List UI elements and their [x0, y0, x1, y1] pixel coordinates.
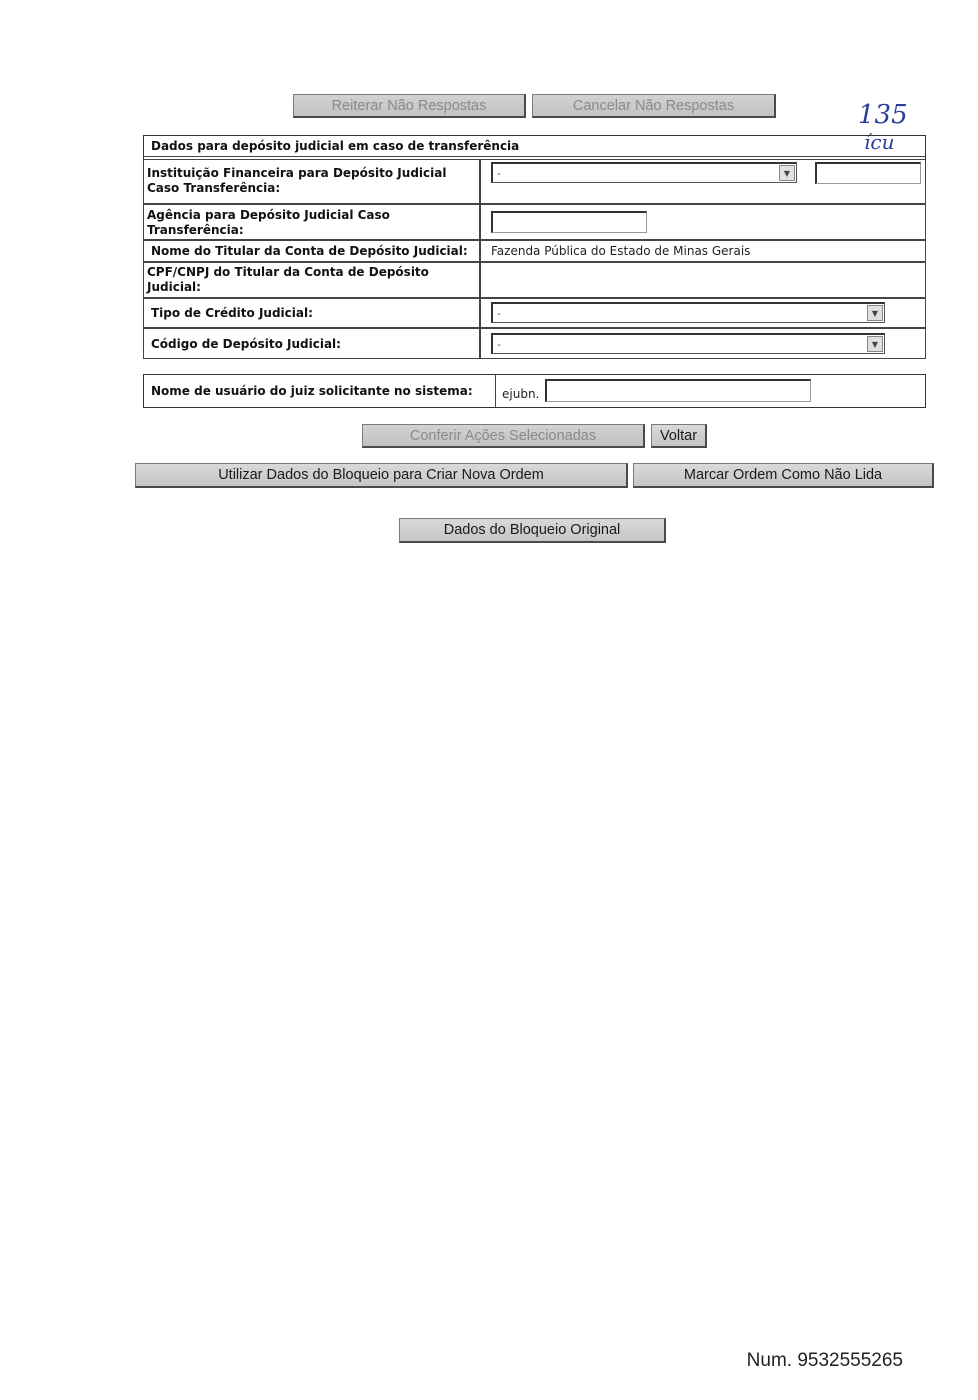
cancelar-button[interactable]: Cancelar Não Respostas	[532, 94, 776, 118]
agencia-label: Agência para Depósito Judicial Caso Transferência:	[147, 208, 390, 237]
titular-value: Fazenda Pública do Estado de Minas Gerais	[491, 244, 751, 258]
chevron-down-icon: ▼	[867, 305, 883, 321]
tipo-credito-select[interactable]	[491, 302, 885, 323]
instituicao-label: Instituição Financeira para Depósito Judicial Caso Transferência:	[147, 166, 447, 195]
juiz-label: Nome de usuário do juiz solicitante no sistema:	[151, 384, 473, 398]
instituicao-select-value: -	[497, 166, 501, 180]
utilizar-dados-button[interactable]: Utilizar Dados do Bloqueio para Criar Nova Ordem	[135, 463, 628, 488]
cpf-label: CPF/CNPJ do Titular da Conta de Depósito Judicial:	[147, 265, 429, 294]
reiterar-button[interactable]: Reiterar Não Respostas	[293, 94, 526, 118]
codigo-deposito-select[interactable]	[491, 333, 885, 354]
marcar-nao-lida-button[interactable]: Marcar Ordem Como Não Lida	[633, 463, 934, 488]
juiz-prefix: ejubn.	[502, 387, 540, 401]
codigo-deposito-select-value: -	[497, 337, 501, 351]
instituicao-code-input[interactable]	[815, 162, 921, 184]
juiz-username-input[interactable]	[545, 379, 811, 402]
dados-bloqueio-original-button[interactable]: Dados do Bloqueio Original	[399, 518, 666, 543]
conferir-button[interactable]: Conferir Ações Selecionadas	[362, 424, 645, 448]
handwritten-number: 135	[858, 100, 908, 130]
tipo-credito-label: Tipo de Crédito Judicial:	[151, 306, 313, 320]
document-number: Num. 9532555265	[746, 1350, 903, 1371]
tipo-credito-select-value: -	[497, 306, 501, 320]
chevron-down-icon: ▼	[867, 336, 883, 352]
codigo-deposito-label: Código de Depósito Judicial:	[151, 337, 341, 351]
titular-label: Nome do Titular da Conta de Depósito Judicial:	[151, 244, 468, 258]
instituicao-select[interactable]	[491, 162, 797, 183]
voltar-button[interactable]: Voltar	[651, 424, 707, 448]
handwritten-initials: ícu	[864, 130, 895, 154]
chevron-down-icon: ▼	[779, 165, 795, 181]
row-cpf-value-cell	[480, 262, 926, 298]
deposit-section-title: Dados para depósito judicial em caso de transferência	[151, 139, 520, 153]
agencia-input[interactable]	[491, 211, 647, 233]
